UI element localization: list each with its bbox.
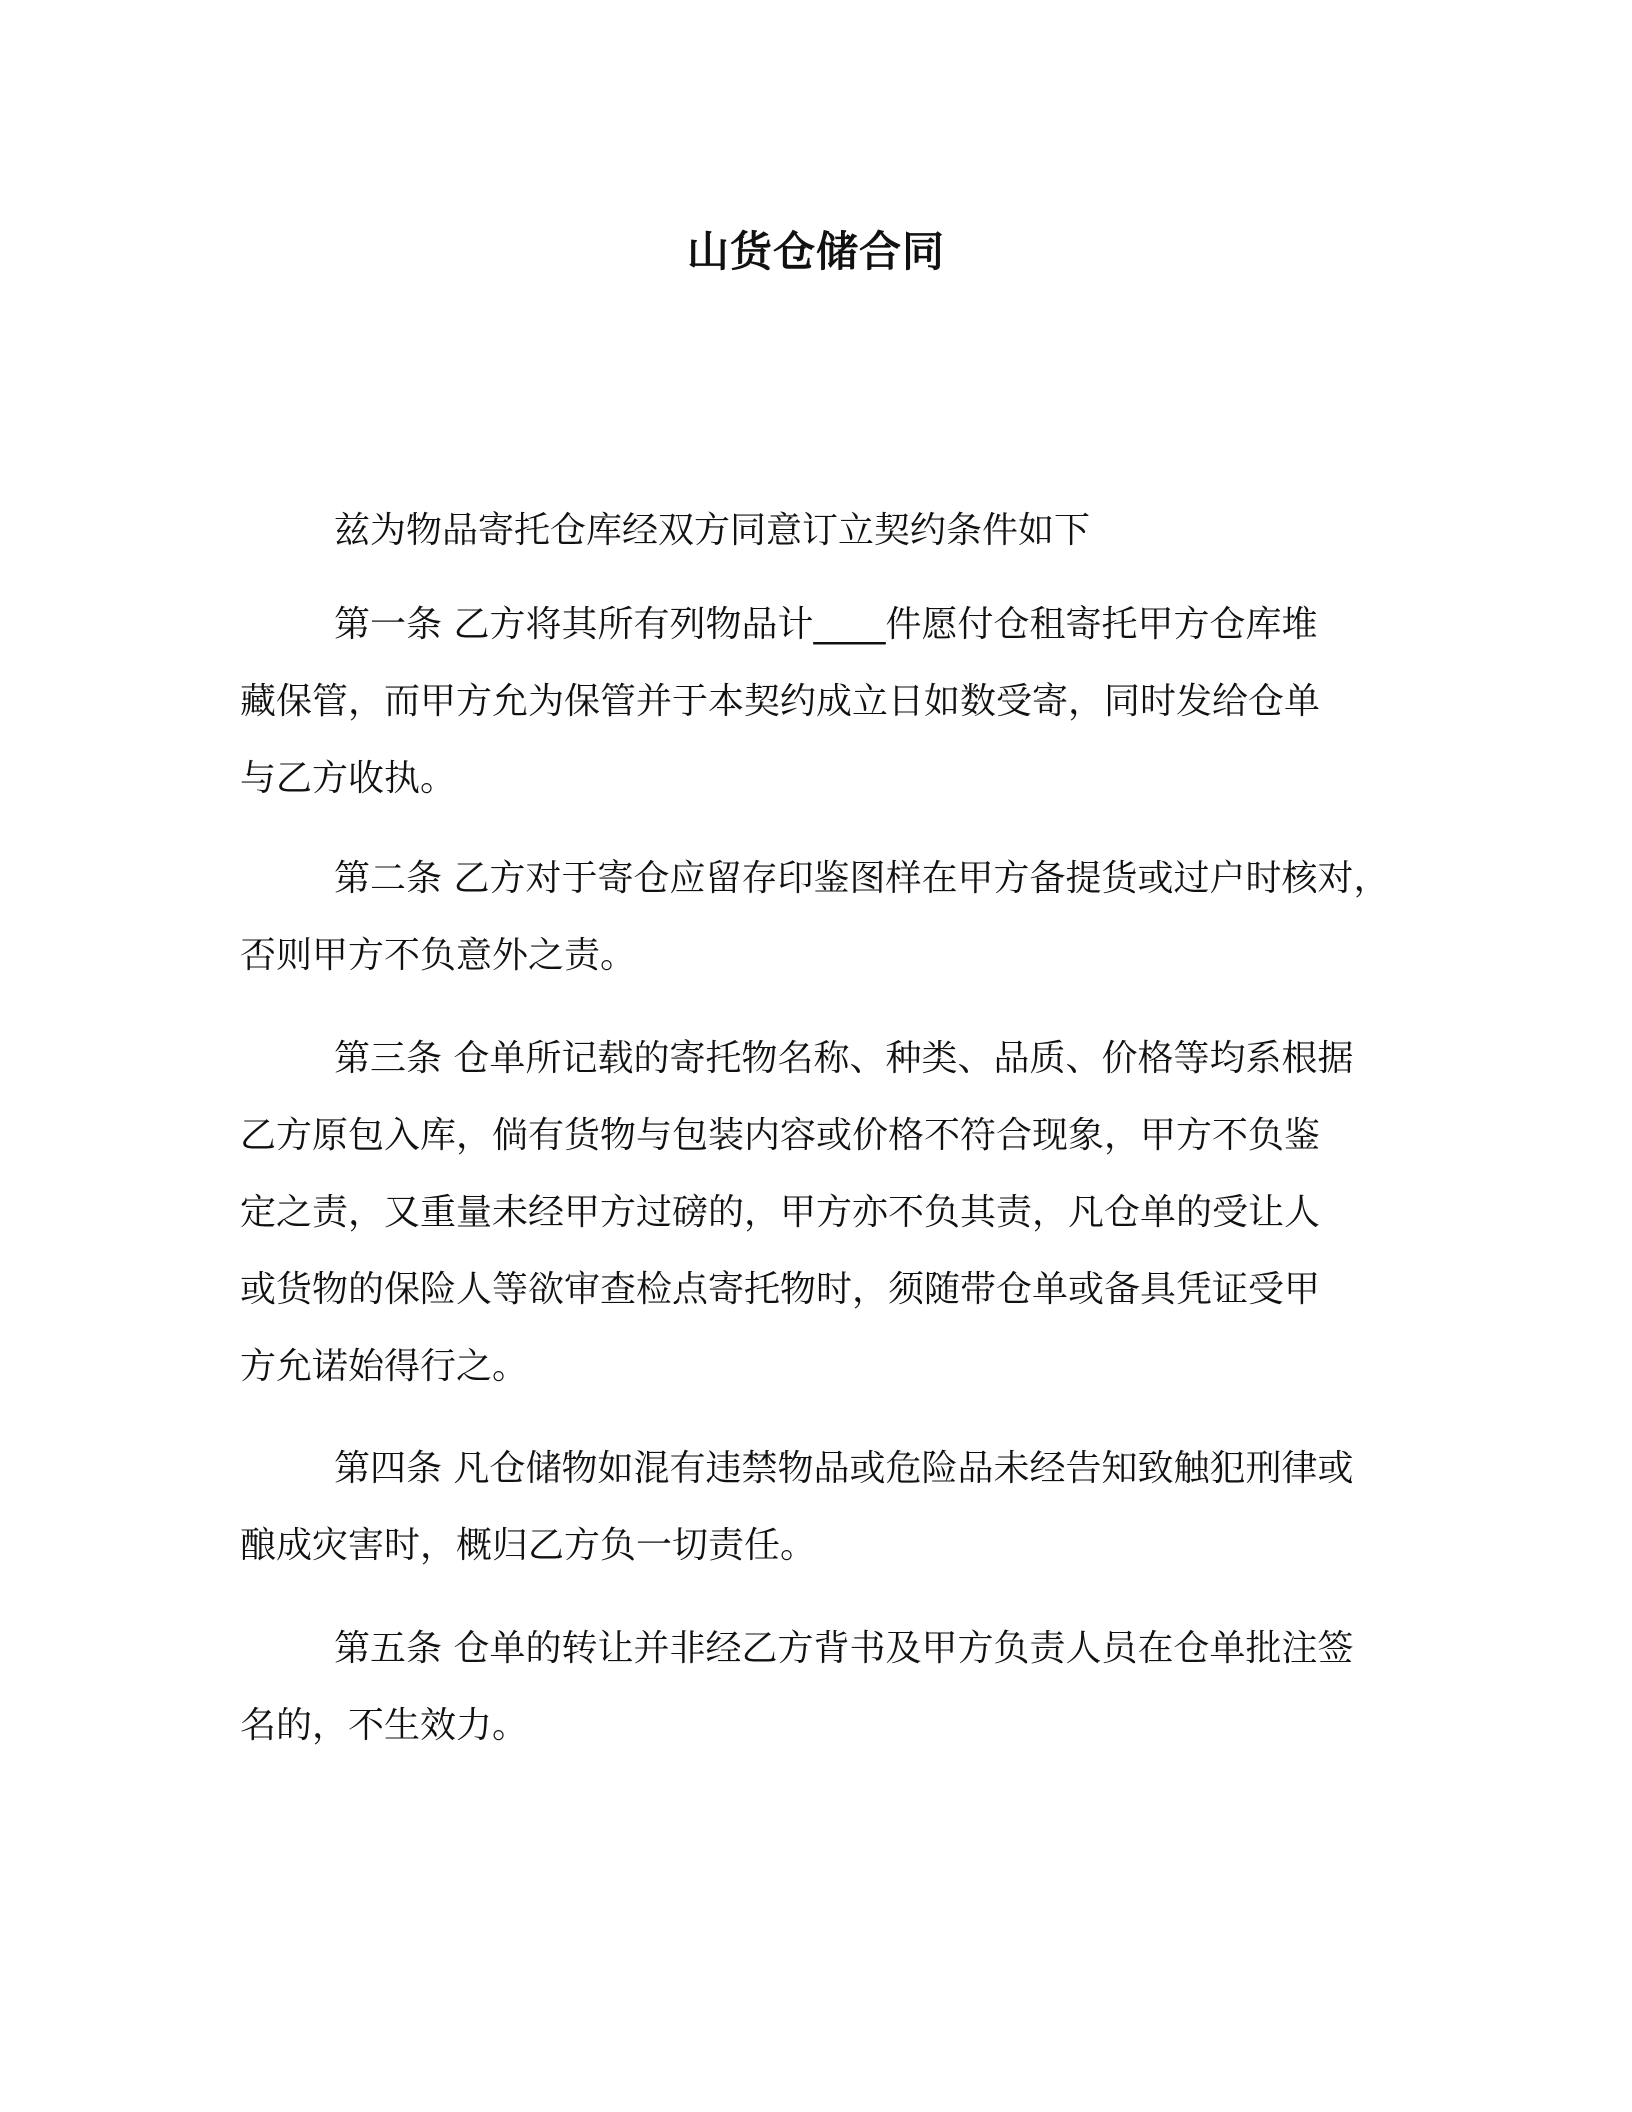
intro-line: 兹为物品寄托仓库经双方同意订立契约条件如下: [334, 510, 1091, 551]
article-line: 第四条 凡仓储物如混有违禁物品或危险品未经告知致触犯刑律或: [334, 1448, 1354, 1489]
article-line: 第三条 仓单所记载的寄托物名称、种类、品质、价格等均系根据: [334, 1038, 1354, 1079]
article-line: 定之责，又重量未经甲方过磅的，甲方亦不负其责，凡仓单的受让人: [240, 1192, 1321, 1233]
article-line: 或货物的保险人等欲审查检点寄托物时，须随带仓单或备具凭证受甲: [240, 1269, 1321, 1310]
article-2: [240, 840, 1420, 994]
article-5: [240, 1610, 1420, 1764]
article-line: 第五条 仓单的转让并非经乙方背书及甲方负责人员在仓单批注签: [334, 1628, 1354, 1669]
article-line: 方允诺始得行之。: [240, 1346, 529, 1387]
article-1: [240, 586, 1420, 817]
article-line: 第一条 乙方将其所有列物品计____件愿付仓租寄托甲方仓库堆: [334, 604, 1318, 645]
article-line: 名的，不生效力。: [240, 1705, 529, 1746]
intro-paragraph: [240, 492, 1420, 569]
article-line: 酿成灾害时，概归乙方负一切责任。: [240, 1525, 817, 1566]
document-title: 山货仓储合同: [686, 227, 945, 276]
article-line: 乙方原包入库，倘有货物与包装内容或价格不符合现象，甲方不负鉴: [240, 1115, 1321, 1156]
article-4: [240, 1430, 1420, 1584]
article-line: 第二条 乙方对于寄仓应留存印鉴图样在甲方备提货或过户时核对，: [334, 858, 1390, 899]
article-line: 与乙方收执。: [240, 758, 457, 799]
article-line: 否则甲方不负意外之责。: [240, 935, 637, 976]
article-line: 藏保管，而甲方允为保管并于本契约成立日如数受寄，同时发给仓单: [240, 681, 1321, 722]
article-3: [240, 1020, 1420, 1405]
